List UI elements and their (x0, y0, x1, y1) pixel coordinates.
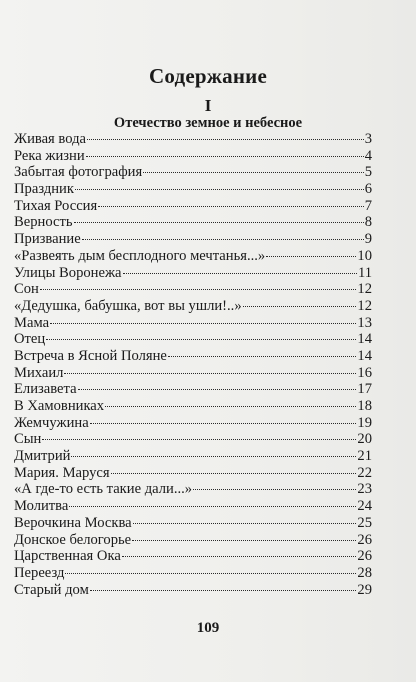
toc-entry (14, 498, 372, 515)
toc-entry-page: 13 (357, 314, 372, 331)
toc-entry-title: Верность (14, 214, 73, 231)
toc-entry (14, 582, 372, 599)
toc-entry-title: Река жизни (14, 147, 85, 164)
toc-entry (14, 315, 372, 332)
toc-entry-page: 18 (357, 398, 372, 414)
toc-entry-title: Мама (14, 314, 50, 331)
toc-dot-leader (98, 206, 364, 207)
table-of-contents (14, 131, 372, 598)
toc-entry (14, 164, 372, 181)
toc-entry (14, 481, 372, 498)
toc-dot-leader (78, 389, 357, 390)
toc-entry (14, 381, 372, 398)
toc-entry-page: 19 (357, 414, 372, 431)
toc-dot-leader (75, 189, 364, 190)
toc-entry (14, 398, 372, 415)
toc-entry (14, 281, 372, 298)
section-title: Отечество земное и небесное (113, 115, 303, 131)
toc-entry-title: Мария. Маруся (14, 464, 110, 481)
toc-entry (14, 248, 372, 265)
toc-entry-title: Жемчужина (14, 414, 89, 431)
toc-entry-title: Донское белогорье (14, 531, 132, 548)
toc-entry-page: 5 (364, 164, 372, 181)
toc-entry-title: Праздник (14, 181, 74, 198)
toc-dot-leader (86, 156, 364, 157)
toc-entry (14, 131, 372, 148)
toc-dot-leader (46, 339, 356, 340)
toc-dot-leader (64, 373, 356, 374)
toc-entry-title: Отец (14, 331, 46, 348)
toc-dot-leader (50, 323, 356, 324)
toc-dot-leader (105, 406, 356, 407)
toc-dot-leader (266, 256, 356, 257)
toc-entry-page: 25 (357, 514, 372, 531)
toc-entry-title: Михаил (14, 364, 64, 381)
toc-dot-leader (40, 289, 357, 290)
toc-entry-title: Живая вода (14, 131, 86, 147)
toc-entry-title: Верочкина Москва (14, 514, 132, 531)
toc-entry (14, 532, 372, 549)
toc-dot-leader (123, 273, 357, 274)
toc-entry-title: «Развеять дым бесплодного мечтанья...» (14, 247, 266, 264)
toc-entry-title: «А где-то есть такие дали...» (14, 481, 193, 498)
toc-entry (14, 298, 372, 315)
toc-entry-page: 20 (357, 431, 372, 448)
toc-entry-title: Тихая Россия (14, 197, 98, 214)
toc-dot-leader (42, 439, 356, 440)
toc-entry (14, 465, 372, 482)
toc-dot-leader (71, 456, 356, 457)
toc-entry-title: «Дедушка, бабушка, вот вы ушли!..» (14, 297, 242, 314)
toc-entry (14, 365, 372, 382)
toc-dot-leader (90, 590, 357, 591)
toc-entry-page: 28 (357, 564, 372, 581)
toc-entry (14, 548, 372, 565)
toc-dot-leader (193, 489, 356, 490)
toc-entry-title: Встреча в Ясной Поляне (14, 347, 167, 364)
toc-entry-title: Молитва (14, 498, 69, 515)
toc-entry (14, 181, 372, 198)
toc-entry-title: Улицы Воронежа (14, 264, 122, 281)
toc-entry-title: Призвание (14, 231, 81, 248)
toc-entry-title: Царственная Ока (14, 548, 121, 565)
toc-entry-title: Старый дом (14, 581, 89, 598)
toc-entry (14, 448, 372, 465)
toc-entry (14, 515, 372, 532)
toc-entry-title: В Хамовниках (14, 398, 105, 414)
toc-entry (14, 214, 372, 231)
toc-entry-title: Елизавета (14, 381, 77, 398)
toc-dot-leader (133, 523, 357, 524)
toc-dot-leader (87, 139, 364, 140)
toc-entry-page: 7 (364, 197, 372, 214)
toc-entry (14, 331, 372, 348)
toc-entry-page: 23 (357, 481, 372, 498)
contents-title: Содержание (149, 64, 267, 88)
page-number: 109 (196, 620, 220, 636)
toc-entry-page: 26 (357, 531, 372, 548)
toc-entry (14, 565, 372, 582)
toc-entry-page: 11 (357, 264, 372, 281)
toc-entry-page: 6 (364, 181, 372, 198)
toc-entry-page: 22 (357, 464, 372, 481)
toc-dot-leader (143, 172, 364, 173)
toc-dot-leader (82, 239, 364, 240)
toc-dot-leader (90, 423, 357, 424)
toc-dot-leader (74, 222, 364, 223)
toc-dot-leader (132, 540, 356, 541)
toc-dot-leader (122, 556, 357, 557)
toc-entry-title: Сон (14, 281, 39, 298)
toc-entry-title: Дмитрий (14, 448, 71, 465)
toc-entry-page: 26 (357, 548, 372, 565)
toc-entry-page: 14 (357, 331, 372, 348)
toc-entry-page: 10 (357, 247, 372, 264)
toc-entry-page: 9 (364, 231, 372, 248)
toc-dot-leader (69, 506, 356, 507)
section-number: I (204, 96, 212, 115)
toc-entry-title: Забытая фотография (14, 164, 143, 181)
toc-entry-page: 12 (357, 281, 372, 298)
toc-entry-title: Сын (14, 431, 42, 448)
toc-dot-leader (65, 573, 356, 574)
toc-entry (14, 198, 372, 215)
toc-entry (14, 348, 372, 365)
toc-entry-title: Переезд (14, 564, 65, 581)
toc-entry (14, 431, 372, 448)
toc-entry-page: 17 (357, 381, 372, 398)
toc-dot-leader (111, 473, 357, 474)
toc-entry (14, 231, 372, 248)
toc-entry-page: 14 (357, 347, 372, 364)
toc-dot-leader (168, 356, 357, 357)
toc-dot-leader (243, 306, 357, 307)
toc-entry (14, 265, 372, 282)
toc-entry-page: 12 (357, 297, 372, 314)
toc-entry-page: 24 (357, 498, 372, 515)
toc-entry-page: 8 (364, 214, 372, 231)
toc-entry-page: 3 (364, 131, 372, 147)
toc-entry-page: 16 (357, 364, 372, 381)
toc-entry-page: 21 (357, 448, 372, 465)
toc-entry-page: 4 (364, 147, 372, 164)
toc-entry (14, 415, 372, 432)
toc-entry-page: 29 (357, 581, 372, 598)
toc-entry (14, 148, 372, 165)
